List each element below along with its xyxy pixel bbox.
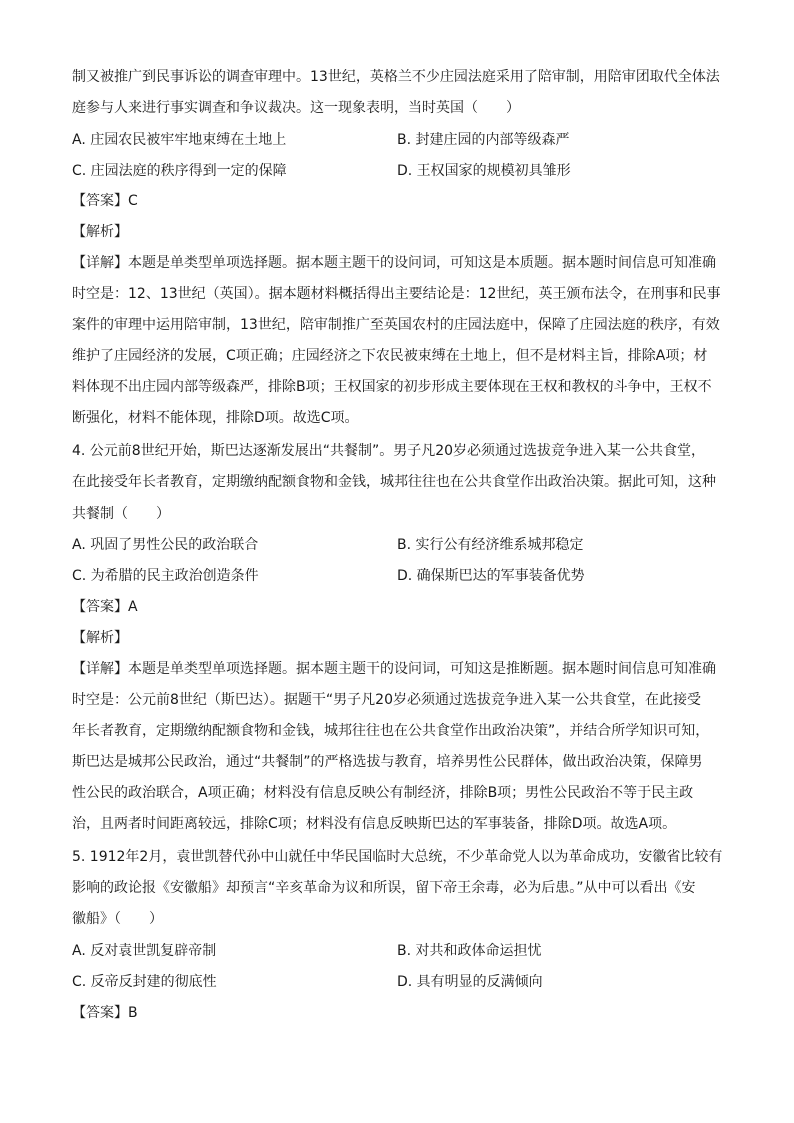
q5-stem-line: 徽船》（ ） <box>72 911 163 927</box>
q4-detail-line: 时空是：公元前8世纪（斯巴达）。据题干“男子凡20岁必须通过选拔竞争进入某一公共食堂，在此接受 <box>72 692 701 708</box>
q5-stem-line: 影响的政论报《安徽船》却预言“辛亥革命为议和所误，留下帝王余毒，必为后患。”从中可以看出《安 <box>72 880 696 896</box>
q3-detail-line: 维护了庄园经济的发展，C项正确；庄园经济之下农民被束缚在土地上，但不是材料主旨，排除A项；材 <box>72 348 708 364</box>
q3-answer: 【答案】C <box>72 193 138 209</box>
q5-option-b: B. 对共和政体命运担忧 <box>397 943 542 959</box>
q4-detail-line: 年长者教育，定期缴纳配额食物和金钱，城邦往往也在公共食堂作出政治决策”，并结合所学知识可知， <box>72 723 710 739</box>
q3-stem-line: 制又被推广到民事诉讼的调查审理中。13世纪，英格兰不少庄园法庭采用了陪审制，用陪审团取代全体法 <box>72 69 720 85</box>
q4-option-c: C. 为希腊的民主政治创造条件 <box>72 568 259 584</box>
q4-option-d: D. 确保斯巴达的军事装备优势 <box>397 568 585 584</box>
q4-stem-line: 4. 公元前8世纪开始，斯巴达逐渐发展出“共餐制”。男子凡20岁必须通过选拔竞争进入某一公共食堂， <box>72 443 706 459</box>
q3-option-b: B. 封建庄园的内部等级森严 <box>397 132 570 148</box>
q3-detail-line: 【详解】本题是单类型单项选择题。据本题主题干的设问词，可知这是本质题。据本题时间信息可知准确 <box>72 255 716 271</box>
q3-analysis-label: 【解析】 <box>72 224 128 240</box>
q4-analysis-label: 【解析】 <box>72 630 128 646</box>
q3-option-c: C. 庄园法庭的秩序得到一定的保障 <box>72 163 287 179</box>
q3-detail-line: 料体现不出庄园内部等级森严，排除B项；王权国家的初步形成主要体现在王权和教权的斗争中，王权不 <box>72 379 712 395</box>
q5-answer: 【答案】B <box>72 1005 138 1021</box>
q5-option-a: A. 反对袁世凯复辟帝制 <box>72 943 217 959</box>
q3-option-d: D. 王权国家的规模初具雏形 <box>397 163 571 179</box>
q5-stem-line: 5. 1912年2月，袁世凯替代孙中山就任中华民国临时大总统，不少革命党人以为革命成功，安徽省比较有 <box>72 849 723 865</box>
q5-option-c: C. 反帝反封建的彻底性 <box>72 974 217 990</box>
q5-option-d: D. 具有明显的反满倾向 <box>397 974 543 990</box>
q4-answer: 【答案】A <box>72 599 138 615</box>
q3-stem-line: 庭参与人来进行事实调查和争议裁决。这一现象表明，当时英国（ ） <box>72 100 520 116</box>
q3-detail-line: 断强化，材料不能体现，排除D项。故选C项。 <box>72 410 359 426</box>
q3-detail-line: 时空是：12、13世纪（英国）。据本题材料概括得出主要结论是：12世纪，英王颁布法令，在刑事和民事 <box>72 286 721 302</box>
q4-detail-line: 性公民的政治联合，A项正确；材料没有信息反映公有制经济，排除B项；男性公民政治不等于民主政 <box>72 785 694 801</box>
q4-detail-line: 斯巴达是城邦公民政治，通过“共餐制”的严格选拔与教育，培养男性公民群体，做出政治决策，保障男 <box>72 754 703 770</box>
q4-detail-line: 【详解】本题是单类型单项选择题。据本题主题干的设问词，可知这是推断题。据本题时间信息可知准确 <box>72 661 716 677</box>
q4-option-b: B. 实行公有经济维系城邦稳定 <box>397 537 584 553</box>
q4-stem-line: 在此接受年长者教育，定期缴纳配额食物和金钱，城邦往往也在公共食堂作出政治决策。据此可知，这种 <box>72 474 716 490</box>
q4-option-a: A. 巩固了男性公民的政治联合 <box>72 537 259 553</box>
q4-stem-line: 共餐制（ ） <box>72 506 170 522</box>
q3-option-a: A. 庄园农民被牢牢地束缚在土地上 <box>72 132 287 148</box>
q3-detail-line: 案件的审理中运用陪审制，13世纪，陪审制推广至英国农村的庄园法庭中，保障了庄园法庭的秩序，有效 <box>72 317 720 333</box>
q4-detail-line: 治，且两者时间距离较远，排除C项；材料没有信息反映斯巴达的军事装备，排除D项。故选A项。 <box>72 816 677 832</box>
